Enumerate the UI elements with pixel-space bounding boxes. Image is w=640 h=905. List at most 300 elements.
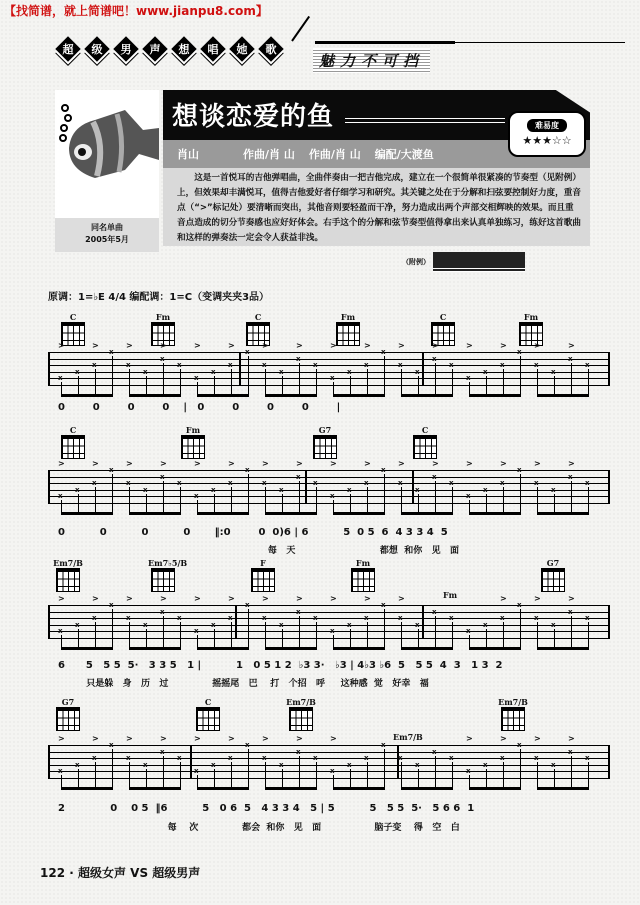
tab-staff bbox=[48, 459, 610, 504]
note-stem bbox=[112, 356, 113, 396]
tab-note: x bbox=[347, 620, 352, 629]
accent-mark: > bbox=[534, 594, 541, 603]
accent-mark: > bbox=[534, 734, 541, 743]
chord-grid bbox=[181, 435, 205, 459]
tab-note: x bbox=[381, 348, 386, 356]
note-stem bbox=[452, 622, 453, 649]
page-footer bbox=[40, 864, 200, 881]
chord-grid bbox=[196, 707, 220, 731]
note-stem bbox=[367, 369, 368, 396]
staff-line bbox=[50, 631, 608, 632]
note-stem bbox=[231, 762, 232, 789]
album-caption bbox=[55, 218, 159, 252]
note-beam bbox=[197, 787, 249, 790]
note-beam bbox=[401, 787, 453, 790]
tab-note: x bbox=[160, 607, 165, 616]
note-stem bbox=[537, 622, 538, 649]
note-stem bbox=[503, 369, 504, 396]
accent-mark: > bbox=[466, 341, 473, 350]
note-stem bbox=[537, 487, 538, 514]
tab-note: x bbox=[245, 741, 250, 749]
note-stem bbox=[316, 622, 317, 649]
chord-name: Fm bbox=[523, 312, 539, 322]
accent-mark: > bbox=[296, 734, 303, 743]
note-stem bbox=[299, 363, 300, 396]
chord-grid bbox=[336, 322, 360, 346]
note-stem bbox=[163, 756, 164, 789]
chord-name: C bbox=[439, 312, 447, 322]
accent-mark: > bbox=[432, 459, 439, 468]
tab-note: x bbox=[398, 361, 403, 370]
tab-note: x bbox=[279, 485, 284, 494]
staff-line bbox=[50, 765, 608, 766]
tab-note: x bbox=[483, 367, 488, 376]
credit-arranger: 编配/大渡鱼 bbox=[374, 148, 434, 161]
book-title: 超级女声 VS 超级男声 bbox=[78, 866, 201, 880]
note-stem bbox=[435, 481, 436, 514]
tab-note: x bbox=[262, 614, 267, 623]
note-stem bbox=[180, 622, 181, 649]
note-stem bbox=[112, 609, 113, 649]
note-stem bbox=[282, 629, 283, 649]
album-name: 同名单曲 bbox=[91, 223, 123, 232]
note-stem bbox=[95, 762, 96, 789]
tab-note: x bbox=[279, 760, 284, 769]
tab-note: x bbox=[449, 479, 454, 488]
chord-diagram bbox=[286, 697, 316, 731]
accent-mark: > bbox=[466, 459, 473, 468]
note-stem bbox=[554, 769, 555, 789]
banner-diamond bbox=[200, 36, 226, 62]
chord-grid bbox=[289, 707, 313, 731]
jianpu-notation: 2 0 0 5 ‖6 5 0 6 5 4 3 3 4 5 | 5 5 5 5 5· 5 6 6 1 bbox=[58, 803, 475, 814]
note-stem bbox=[418, 629, 419, 649]
note-stem bbox=[350, 376, 351, 396]
note-stem bbox=[384, 609, 385, 649]
note-stem bbox=[486, 376, 487, 396]
tab-note: x bbox=[534, 754, 539, 763]
note-stem bbox=[163, 481, 164, 514]
tab-note: x bbox=[466, 767, 471, 776]
note-stem bbox=[95, 369, 96, 396]
tab-note: x bbox=[415, 367, 420, 376]
accent-mark: > bbox=[364, 341, 371, 350]
tab-note: x bbox=[177, 361, 182, 370]
tab-note: x bbox=[160, 472, 165, 481]
tab-note: x bbox=[347, 485, 352, 494]
note-stem bbox=[265, 369, 266, 396]
tab-note: x bbox=[211, 367, 216, 376]
lyrics-line: 每 次 都会 和你 见 面 脑子变 得 空 白 bbox=[58, 823, 460, 833]
footer-dot: · bbox=[69, 866, 74, 880]
note-beam bbox=[61, 647, 113, 650]
tab-note: x bbox=[75, 760, 80, 769]
chord-name: G7 bbox=[546, 558, 560, 568]
note-stem bbox=[571, 363, 572, 396]
tab-note: x bbox=[143, 760, 148, 769]
tab-note: x bbox=[58, 627, 63, 636]
note-stem bbox=[248, 474, 249, 514]
album-date: 2005年5月 bbox=[85, 235, 129, 244]
banner-diamond bbox=[142, 36, 168, 62]
tab-note: x bbox=[330, 374, 335, 383]
note-stem bbox=[384, 356, 385, 396]
chord-diagram bbox=[58, 425, 88, 459]
tab-note: x bbox=[143, 367, 148, 376]
difficulty-stars: ★★★☆☆ bbox=[522, 134, 572, 147]
staff-line bbox=[50, 372, 608, 373]
tab-note: x bbox=[92, 614, 97, 623]
accent-mark: > bbox=[534, 459, 541, 468]
key-signature: 原调：1=♭E 4/4 编配调：1=C（变调夹夹3品） bbox=[48, 292, 270, 303]
tab-note: x bbox=[500, 614, 505, 623]
credit-singer: 肖山 bbox=[177, 148, 199, 161]
tab-note: x bbox=[109, 601, 114, 609]
accent-mark: > bbox=[92, 459, 99, 468]
tab-note: x bbox=[262, 754, 267, 763]
accent-mark: > bbox=[398, 594, 405, 603]
tab-note: x bbox=[228, 479, 233, 488]
note-stem bbox=[78, 629, 79, 649]
staff-line bbox=[50, 771, 608, 772]
tab-note: x bbox=[483, 485, 488, 494]
tab-note: x bbox=[92, 479, 97, 488]
note-stem bbox=[112, 474, 113, 514]
tab-note: x bbox=[500, 479, 505, 488]
note-stem bbox=[503, 622, 504, 649]
tab-note: x bbox=[551, 367, 556, 376]
accent-mark: > bbox=[126, 734, 133, 743]
song-description: 这是一首悦耳的吉他弹唱曲，全曲伴奏由一把吉他完成，建立在一个很简单很紧凑的节奏型（见附例）上，但效果却丰满悦耳，值得吉他爱好者仔细学习和研究。其关键之处在于分解和扫弦要控制好力度，重音点（“>”标记处）要清晰而突出，其他音则要轻盈而干净，努力造成出两个声部交相辉映的效果。而且重音点造成的切分节奏感也应好好体会。右手这个的分解和弦节奏型值得拿出来认真单独练习，练好这首歌曲和这样的弹奏法一定会令人获益非浅。 bbox=[163, 168, 590, 246]
accent-mark: > bbox=[568, 341, 575, 350]
tab-note: x bbox=[177, 754, 182, 763]
tab-note: x bbox=[585, 614, 590, 623]
bar-line bbox=[190, 745, 192, 779]
tab-note: x bbox=[92, 361, 97, 370]
note-beam bbox=[61, 394, 113, 397]
note-stem bbox=[588, 487, 589, 514]
staff-line bbox=[50, 470, 608, 471]
note-stem bbox=[146, 494, 147, 514]
tab-note: x bbox=[534, 479, 539, 488]
tab-note: x bbox=[483, 620, 488, 629]
tab-note: x bbox=[194, 374, 199, 383]
staff-line bbox=[50, 758, 608, 759]
tab-note: x bbox=[109, 466, 114, 474]
accent-mark: > bbox=[330, 594, 337, 603]
banner-diamond bbox=[171, 36, 197, 62]
accent-mark: > bbox=[194, 341, 201, 350]
note-stem bbox=[520, 609, 521, 649]
chord-grid bbox=[541, 568, 565, 592]
accent-mark: > bbox=[126, 594, 133, 603]
tab-note: x bbox=[466, 374, 471, 383]
note-stem bbox=[129, 487, 130, 514]
tab-note: x bbox=[398, 754, 403, 763]
note-stem bbox=[537, 369, 538, 396]
tab-note: x bbox=[211, 760, 216, 769]
tab-note: x bbox=[330, 492, 335, 501]
staff-line bbox=[50, 359, 608, 360]
note-stem bbox=[452, 369, 453, 396]
tab-note: x bbox=[75, 485, 80, 494]
tab-note: x bbox=[415, 760, 420, 769]
tab-note: x bbox=[126, 614, 131, 623]
note-stem bbox=[435, 363, 436, 396]
chord-name: Fm bbox=[443, 590, 458, 600]
bar-line bbox=[422, 352, 424, 386]
song-title: 想谈恋爱的鱼 bbox=[172, 102, 335, 132]
chord-name: Em7♭5/B bbox=[148, 558, 188, 568]
accent-mark: > bbox=[160, 594, 167, 603]
note-stem bbox=[214, 769, 215, 789]
note-stem bbox=[435, 756, 436, 789]
note-stem bbox=[248, 749, 249, 789]
accent-mark: > bbox=[194, 459, 201, 468]
accent-mark: > bbox=[194, 594, 201, 603]
note-stem bbox=[316, 369, 317, 396]
note-stem bbox=[588, 369, 589, 396]
tab-note: x bbox=[245, 466, 250, 474]
staff-line bbox=[50, 745, 608, 746]
note-stem bbox=[163, 616, 164, 649]
tab-note: x bbox=[415, 620, 420, 629]
tab-note: x bbox=[585, 361, 590, 370]
tab-note: x bbox=[75, 367, 80, 376]
note-beam bbox=[129, 394, 181, 397]
tab-note: x bbox=[432, 607, 437, 616]
tab-note: x bbox=[245, 348, 250, 356]
tab-note: x bbox=[296, 354, 301, 363]
accent-mark: > bbox=[568, 734, 575, 743]
banner-char: 她 bbox=[236, 43, 248, 56]
tab-note: x bbox=[296, 747, 301, 756]
bar-line bbox=[422, 605, 424, 639]
bar-line bbox=[412, 470, 414, 504]
accent-mark: > bbox=[398, 341, 405, 350]
chord-grid bbox=[56, 568, 80, 592]
accent-mark: > bbox=[364, 459, 371, 468]
note-stem bbox=[112, 749, 113, 789]
tab-note: x bbox=[364, 614, 369, 623]
note-beam bbox=[265, 512, 317, 515]
accent-mark: > bbox=[398, 459, 405, 468]
tab-note: x bbox=[381, 741, 386, 749]
note-stem bbox=[418, 376, 419, 396]
note-beam bbox=[197, 647, 249, 650]
tab-note: x bbox=[228, 754, 233, 763]
note-stem bbox=[231, 487, 232, 514]
tab-note: x bbox=[330, 627, 335, 636]
accent-mark: > bbox=[296, 459, 303, 468]
accent-mark: > bbox=[568, 594, 575, 603]
chord-grid bbox=[351, 568, 375, 592]
tab-note: x bbox=[58, 492, 63, 501]
staff-line bbox=[50, 352, 608, 353]
tab-note: x bbox=[517, 741, 522, 749]
tab-note: x bbox=[534, 361, 539, 370]
chord-name: G7 bbox=[61, 697, 75, 707]
note-beam bbox=[333, 394, 385, 397]
note-stem bbox=[367, 487, 368, 514]
chord-grid bbox=[313, 435, 337, 459]
note-stem bbox=[554, 376, 555, 396]
note-stem bbox=[299, 616, 300, 649]
chord-grid bbox=[413, 435, 437, 459]
tab-note: x bbox=[160, 747, 165, 756]
tab-note: x bbox=[517, 466, 522, 474]
note-beam bbox=[401, 394, 453, 397]
chord-name: Fm bbox=[155, 312, 171, 322]
note-stem bbox=[180, 369, 181, 396]
note-stem bbox=[350, 769, 351, 789]
note-stem bbox=[265, 762, 266, 789]
accent-mark: > bbox=[160, 459, 167, 468]
staff-line bbox=[50, 483, 608, 484]
note-stem bbox=[384, 474, 385, 514]
chord-diagram bbox=[53, 697, 83, 731]
accent-mark: > bbox=[58, 734, 65, 743]
note-stem bbox=[435, 616, 436, 649]
tab-note: x bbox=[279, 620, 284, 629]
note-stem bbox=[554, 494, 555, 514]
accent-mark: > bbox=[228, 341, 235, 350]
accent-mark: > bbox=[58, 459, 65, 468]
tab-note: x bbox=[347, 367, 352, 376]
note-stem bbox=[78, 494, 79, 514]
tab-note: x bbox=[568, 747, 573, 756]
note-stem bbox=[95, 487, 96, 514]
fish-illustration-icon bbox=[55, 90, 159, 220]
tab-note: x bbox=[194, 627, 199, 636]
banner-rule-thick bbox=[315, 41, 455, 44]
chord-diagram bbox=[178, 425, 208, 459]
tab-note: x bbox=[568, 472, 573, 481]
tab-note: x bbox=[143, 620, 148, 629]
tab-note: x bbox=[534, 614, 539, 623]
tab-note: x bbox=[466, 492, 471, 501]
accent-mark: > bbox=[92, 734, 99, 743]
chord-name: Em7/B bbox=[53, 558, 83, 568]
note-stem bbox=[299, 481, 300, 514]
note-stem bbox=[163, 363, 164, 396]
tab-note: x bbox=[551, 485, 556, 494]
tab-note: x bbox=[143, 485, 148, 494]
note-stem bbox=[214, 494, 215, 514]
note-beam bbox=[197, 394, 249, 397]
chord-diagram bbox=[516, 312, 546, 346]
note-stem bbox=[146, 769, 147, 789]
note-stem bbox=[486, 629, 487, 649]
tab-note: x bbox=[194, 767, 199, 776]
tab-note: x bbox=[313, 754, 318, 763]
note-stem bbox=[265, 622, 266, 649]
chord-grid bbox=[251, 568, 275, 592]
note-beam bbox=[61, 512, 113, 515]
accent-mark: > bbox=[58, 341, 65, 350]
note-stem bbox=[367, 762, 368, 789]
bar-line bbox=[235, 605, 237, 639]
banner-char: 男 bbox=[120, 43, 132, 56]
note-stem bbox=[282, 376, 283, 396]
chord-name: Em7/B bbox=[286, 697, 316, 707]
title-rule bbox=[345, 118, 505, 123]
bar-line bbox=[305, 470, 307, 504]
tab-note: x bbox=[194, 492, 199, 501]
note-stem bbox=[146, 629, 147, 649]
note-stem bbox=[146, 376, 147, 396]
tab-note: x bbox=[398, 479, 403, 488]
note-stem bbox=[401, 622, 402, 649]
tab-note: x bbox=[585, 479, 590, 488]
note-beam bbox=[61, 787, 113, 790]
staff-line bbox=[50, 752, 608, 753]
banner-char: 级 bbox=[91, 43, 103, 56]
tab-note: x bbox=[415, 485, 420, 494]
accent-mark: > bbox=[58, 594, 65, 603]
note-stem bbox=[78, 376, 79, 396]
tab-note: x bbox=[364, 361, 369, 370]
chord-name: C bbox=[69, 425, 77, 435]
tab-note: x bbox=[58, 374, 63, 383]
lyrics-line: 只是躲 身 历 过 摇摇尾 巴 打 个招 呼 这种感 觉 好幸 福 bbox=[58, 679, 429, 689]
chord-diagram bbox=[348, 558, 378, 592]
accent-mark: > bbox=[160, 341, 167, 350]
note-stem bbox=[520, 474, 521, 514]
banner-char: 唱 bbox=[207, 43, 219, 56]
tab-note: x bbox=[109, 348, 114, 356]
tab-note: x bbox=[449, 754, 454, 763]
note-stem bbox=[503, 762, 504, 789]
tab-note: x bbox=[109, 741, 114, 749]
page-number: 122 bbox=[40, 866, 66, 880]
accent-mark: > bbox=[160, 734, 167, 743]
note-beam bbox=[265, 787, 317, 790]
chord-diagram bbox=[53, 558, 83, 592]
note-beam bbox=[401, 647, 453, 650]
accent-mark: > bbox=[364, 594, 371, 603]
lyrics-line: 每 天 都想 和你 见 面 bbox=[58, 546, 459, 556]
chord-name: C bbox=[69, 312, 77, 322]
note-stem bbox=[350, 494, 351, 514]
note-stem bbox=[588, 622, 589, 649]
chord-diagram bbox=[410, 425, 440, 459]
tab-note: x bbox=[500, 361, 505, 370]
note-stem bbox=[180, 487, 181, 514]
chord-name: C bbox=[421, 425, 429, 435]
chord-name: Fm bbox=[355, 558, 371, 568]
note-stem bbox=[299, 756, 300, 789]
accent-mark: > bbox=[262, 341, 269, 350]
note-stem bbox=[214, 376, 215, 396]
chord-name: Em7/B bbox=[393, 732, 423, 742]
note-stem bbox=[316, 762, 317, 789]
note-beam bbox=[469, 647, 521, 650]
credit-composer: 作曲/肖 山 bbox=[243, 148, 295, 161]
staff-line bbox=[50, 503, 608, 504]
banner-diamond bbox=[113, 36, 139, 62]
accent-mark: > bbox=[500, 594, 507, 603]
tab-note: x bbox=[398, 614, 403, 623]
note-beam bbox=[469, 787, 521, 790]
accent-mark: > bbox=[534, 341, 541, 350]
accent-mark: > bbox=[330, 459, 337, 468]
tab-note: x bbox=[160, 354, 165, 363]
note-stem bbox=[384, 749, 385, 789]
tab-note: x bbox=[177, 479, 182, 488]
example-label: （附例） bbox=[402, 258, 430, 266]
note-stem bbox=[316, 487, 317, 514]
